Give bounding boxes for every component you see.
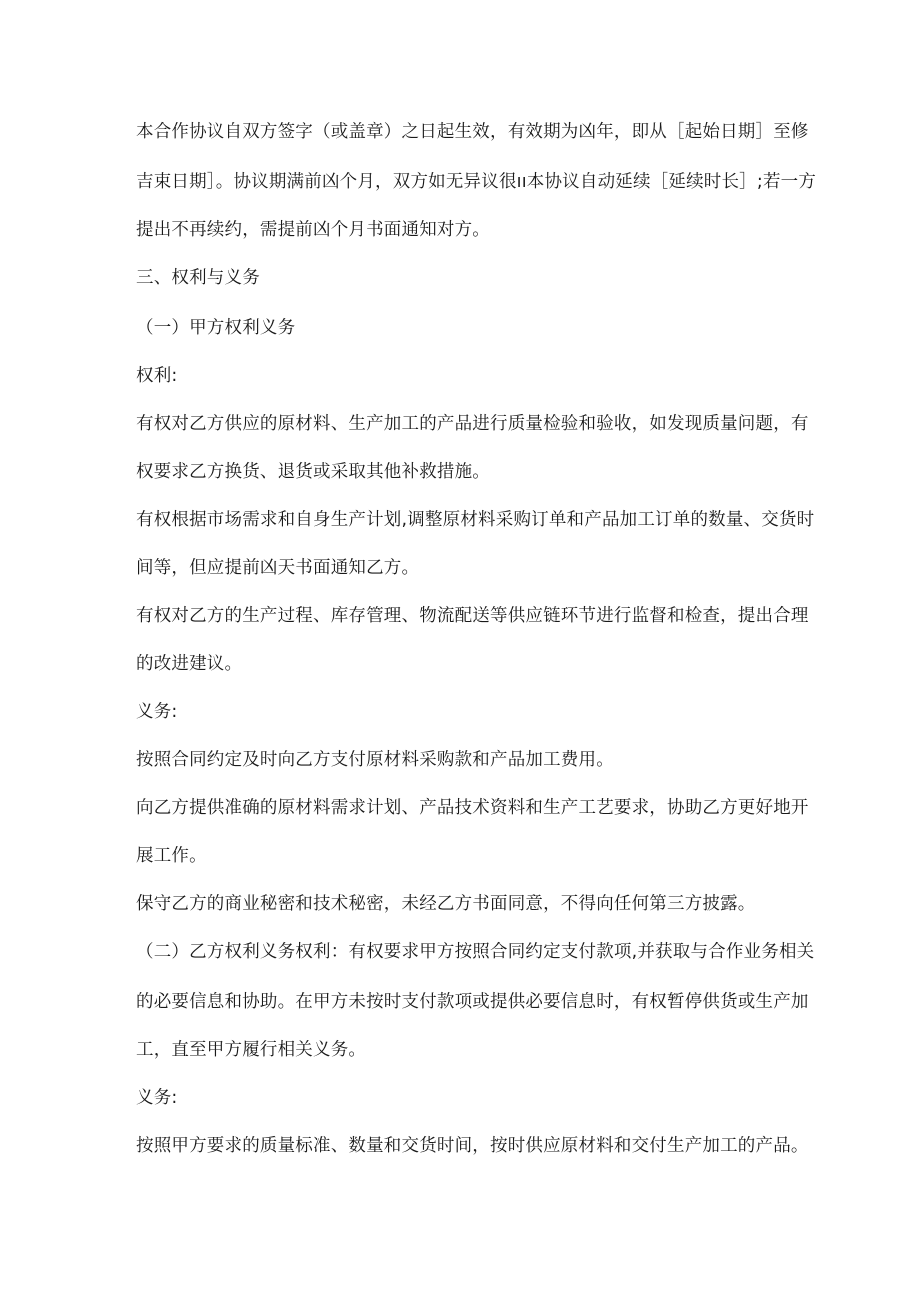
text-line: 的改进建议。 (136, 654, 243, 674)
text-line: 工，直至甲方履行相关义务。 (136, 1040, 367, 1060)
text-line: 有权对乙方供应的原材料、生产加工的产品进行质量检验和验收，如发现质量问题，有 (136, 414, 809, 434)
text-line: 向乙方提供准确的原材料需求计划、产品技术资料和生产工艺要求，协助乙方更好地开 (136, 798, 809, 818)
text-line: 按照合同约定及时向乙方支付原材料采购款和产品加工费用。 (136, 750, 614, 770)
obligations-label: 义务: (136, 702, 178, 722)
text-line: 按照甲方要求的质量标准、数量和交货时间，按时供应原材料和交付生产加工的产品。 (136, 1136, 809, 1156)
text-line: 间等，但应提前凶天书面通知乙方。 (136, 558, 420, 578)
subsection-heading: （二）乙方权利义务权利：有权要求甲方按照合同约定支付款项,并获取与合作业务相关 (136, 942, 815, 962)
section-heading: 三、权利与义务 (136, 268, 260, 288)
text-line: 展工作。 (136, 846, 207, 866)
text-line: 保守乙方的商业秘密和技术秘密，未经乙方书面同意，不得向任何第三方披露。 (136, 894, 756, 914)
text-line: 吉束日期］。协议期满前凶个月，双方如无异议很ıı本协议自动延续［延续时长］;若一方 (136, 172, 817, 192)
text-line: 有权对乙方的生产过程、库存管理、物流配送等供应链环节进行监督和检查，提出合理 (136, 606, 809, 626)
rights-label: 权利: (136, 366, 178, 386)
text-line: 提出不再续约，需提前凶个月书面通知对方。 (136, 220, 490, 240)
text-line: 本合作协议自双方签字（或盖章）之日起生效，有效期为凶年，即从［起始日期］至修 (136, 122, 809, 142)
obligations-label: 义务: (136, 1088, 178, 1108)
text-line: 的必要信息和协助。在甲方未按时支付款项或提供必要信息时，有权暂停供货或生产加 (136, 992, 809, 1012)
subsection-heading: （一）甲方权利义务 (136, 318, 296, 338)
text-line: 权要求乙方换货、退货或采取其他补救措施。 (136, 462, 490, 482)
text-line: 有权根据市场需求和自身生产计划,调整原材料采购订单和产品加工订单的数量、交货时 (136, 510, 815, 530)
